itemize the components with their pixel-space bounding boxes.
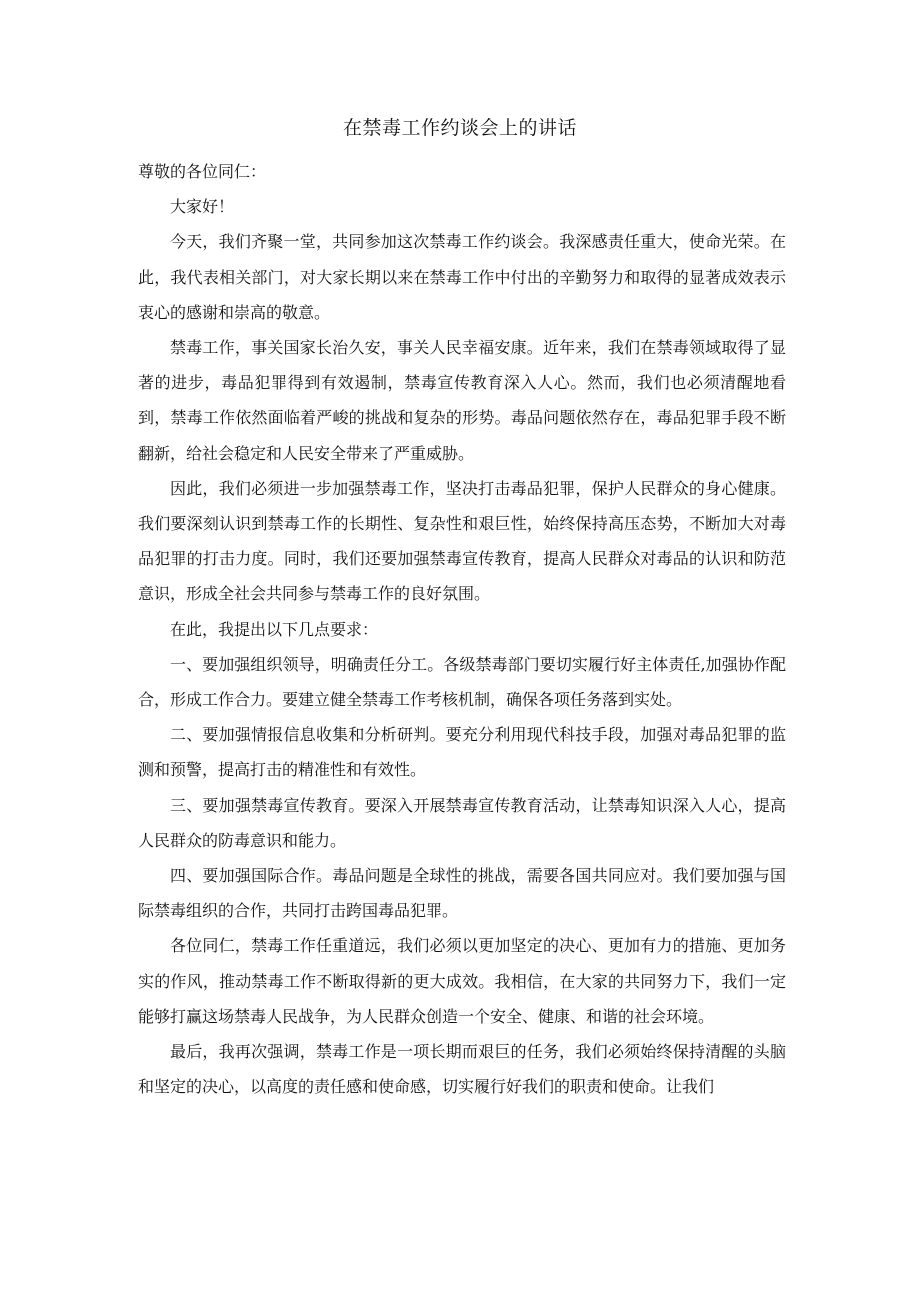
paragraph-strengthen: 因此，我们必须进一步加强禁毒工作，坚决打击毒品犯罪，保护人民群众的身心健康。我们要深刻认识到禁毒工作的长期性、复杂性和艰巨性，始终保持高压态势，不断加大对毒品犯罪的打击力度。同时，我们还要加强禁毒宣传教育，提高人民群众对毒品的认识和防范意识，形成全社会共同参与禁毒工作的良好氛围。 [138, 478, 786, 604]
paragraph-situation: 禁毒工作，事关国家长治久安，事关人民幸福安康。近年来，我们在禁毒领域取得了显著的进步，毒品犯罪得到有效遏制，禁毒宣传教育深入人心。然而，我们也必须清醒地看到，禁毒工作依然面临着严峻的挑战和复杂的形势。毒品问题依然存在，毒品犯罪手段不断翻新，给社会稳定和人民安全带来了严重威胁。 [138, 338, 786, 463]
paragraph-requirements-intro: 在此，我提出以下几点要求： [170, 619, 379, 639]
paragraph-opening: 今天，我们齐聚一堂，共同参加这次禁毒工作约谈会。我深感责任重大，使命光荣。在此，我代表相关部门，对大家长期以来在禁毒工作中付出的辛勤努力和取得的显著成效表示衷心的感谢和崇高的敬意。 [138, 232, 786, 322]
paragraph-requirement-2: 二、要加强情报信息收集和分析研判。要充分利用现代科技手段，加强对毒品犯罪的监测和预警，提高打击的精准性和有效性。 [138, 725, 786, 780]
page-title: 在禁毒工作约谈会上的讲话 [342, 117, 577, 139]
paragraph-greeting: 大家好！ [170, 197, 235, 217]
paragraph-requirement-4: 四、要加强国际合作。毒品问题是全球性的挑战，需要各国共同应对。我们要加强与国际禁毒组织的合作，共同打击跨国毒品犯罪。 [138, 866, 786, 921]
salutation: 尊敬的各位同仁： [138, 162, 267, 181]
paragraph-requirement-1: 一、要加强组织领导，明确责任分工。各级禁毒部门要切实履行好主体责任,加强协作配合，形成工作合力。要建立健全禁毒工作考核机制，确保各项任务落到实处。 [138, 654, 786, 710]
paragraph-call-to-action: 各位同仁，禁毒工作任重道远，我们必须以更加坚定的决心、更加有力的措施、更加务实的作风，推动禁毒工作不断取得新的更大成效。我相信，在大家的共同努力下，我们一定能够打赢这场禁毒人民战争，为人民群众创造一个安全、健康、和谐的社会环境。 [138, 936, 786, 1026]
document-body [138, 154, 786, 1104]
paragraph-closing: 最后，我再次强调，禁毒工作是一项长期而艰巨的任务，我们必须始终保持清醒的头脑和坚定的决心，以高度的责任感和使命感，切实履行好我们的职责和使命。让我们 [138, 1042, 786, 1097]
paragraph-requirement-3: 三、要加强禁毒宣传教育。要深入开展禁毒宣传教育活动，让禁毒知识深入人心，提高人民群众的防毒意识和能力。 [138, 795, 786, 850]
